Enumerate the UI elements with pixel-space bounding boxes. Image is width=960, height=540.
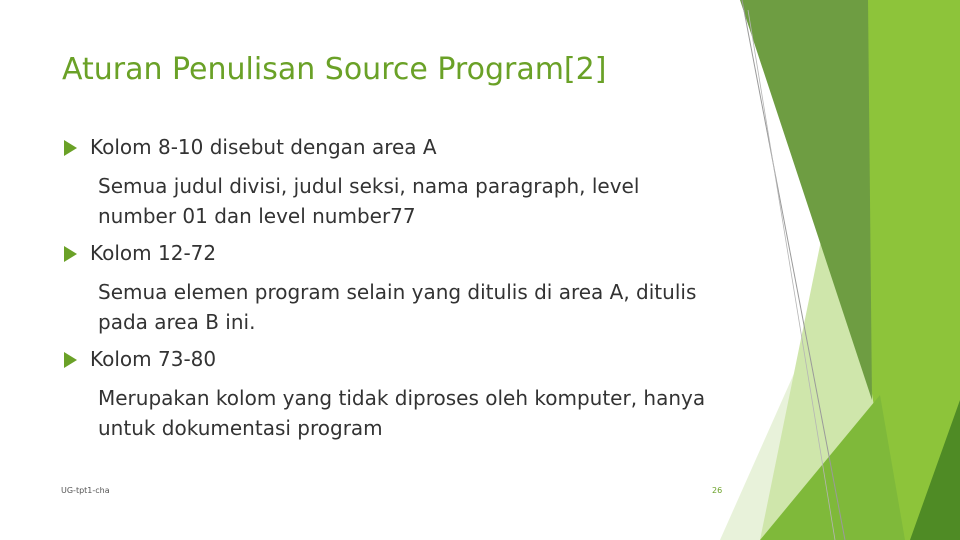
bullet-label: Kolom 12-72 — [90, 241, 217, 265]
bullet-detail: Semua elemen program selain yang ditulis di area A, ditulis pada area B ini. — [98, 280, 697, 334]
page-number: 26 — [712, 486, 723, 495]
bullet-arrow-icon — [64, 352, 77, 368]
footer-text: UG-tpt1-cha — [61, 486, 110, 495]
bullet-arrow-icon — [64, 246, 77, 262]
bullet-detail: Semua judul divisi, judul seksi, nama paragraph, level number 01 dan level number77 — [98, 174, 640, 228]
bullet-arrow-icon — [64, 140, 77, 156]
bullet-label: Kolom 8-10 disebut dengan area A — [90, 135, 437, 159]
bullet-detail: Merupakan kolom yang tidak diproses oleh komputer, hanya untuk dokumentasi program — [98, 386, 706, 440]
slide-title: Aturan Penulisan Source Program[2] — [62, 52, 607, 87]
bullet-label: Kolom 73-80 — [90, 347, 217, 371]
